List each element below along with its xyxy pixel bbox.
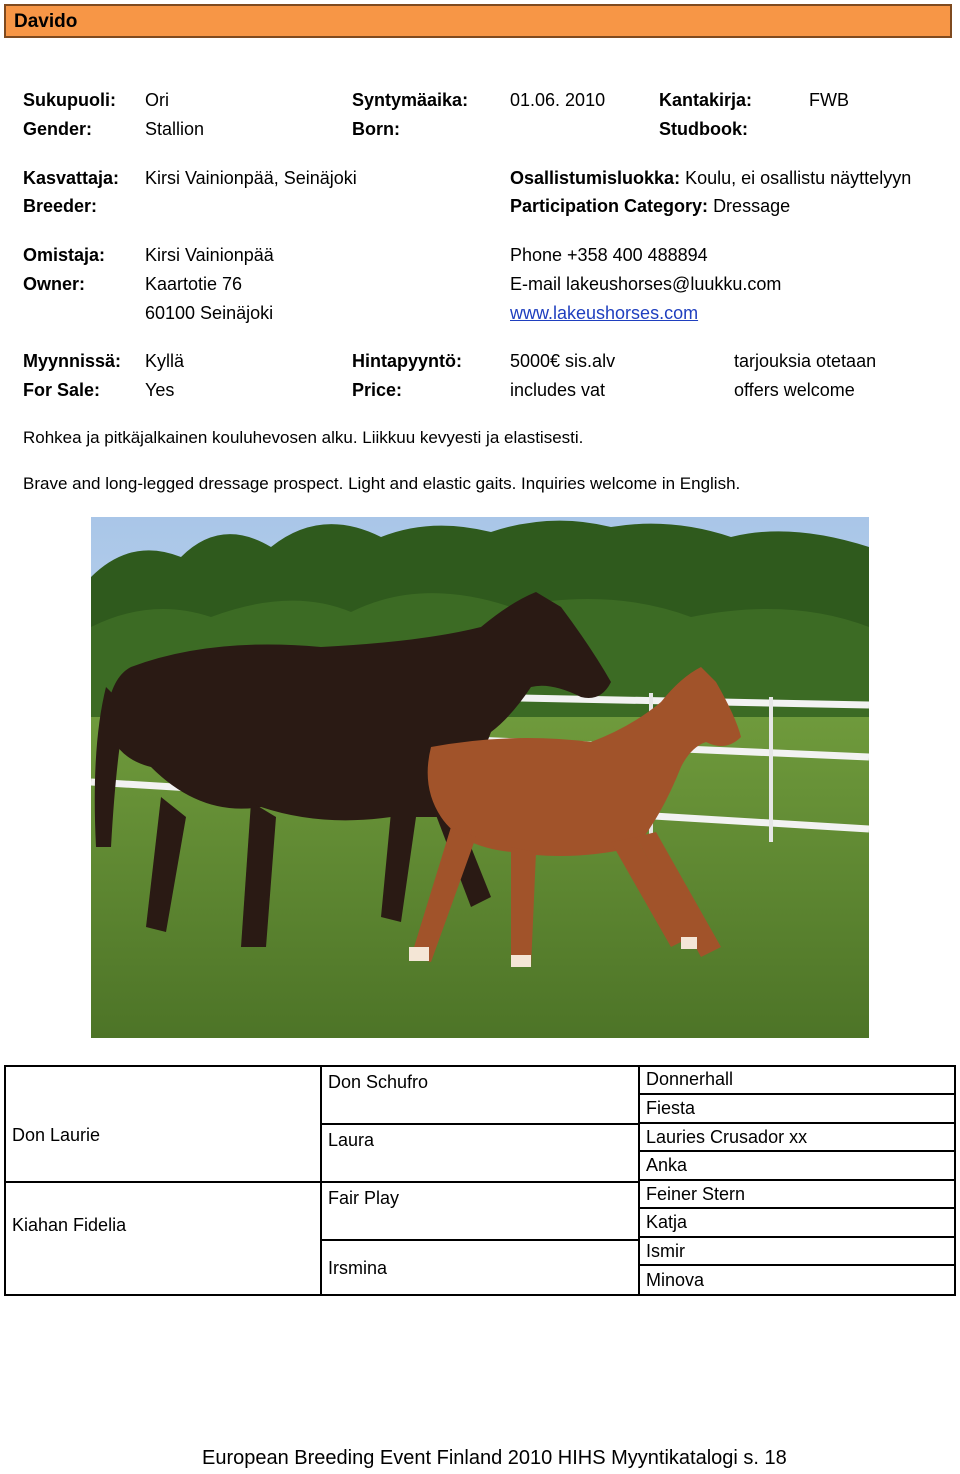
sex-label-en: Gender: [23,119,93,139]
pedigree-gen3-cell [638,1093,956,1124]
sex-label-fi: Sukupuoli: [23,90,116,110]
pedigree-gen3-name: Donnerhall [646,1069,734,1089]
horse-photo [91,517,869,1038]
pedigree-gen3-cell [638,1065,956,1095]
born-label-en: Born: [352,119,400,139]
category-value-fi: Koulu, ei osallistu näyttelyyn [685,168,912,188]
category-label-fi: Osallistumisluokka: [510,168,681,188]
studbook-value: FWB [809,90,849,110]
pedigree-gen3-name: Lauries Crusador xx [646,1127,808,1147]
pedigree-gen3-cell [638,1264,956,1296]
pedigree-gen3-cell [638,1122,956,1152]
pedigree-gen3-name: Fiesta [646,1098,696,1118]
owner-name: Kirsi Vainionpää [145,245,274,265]
pedigree-gen3-cell [638,1236,956,1266]
pedigree-gen2-name: Don Schufro [328,1072,429,1092]
price-value: 5000€ sis.alv [510,351,616,371]
pedigree-gen2-cell [320,1123,640,1183]
category-en [510,196,790,217]
owner-label-en: Owner: [23,274,86,294]
pedigree-gen3-name: Feiner Stern [646,1184,746,1204]
breeder-value: Kirsi Vainionpää, Seinäjoki [145,168,357,188]
born-label-fi: Syntymäaika: [352,90,469,110]
pedigree-dam-cell [4,1181,322,1296]
horse-photo-illustration [91,517,869,1038]
price-value-en: includes vat [510,380,606,400]
sex-value-fi: Ori [145,90,169,110]
owner-phone: Phone +358 400 488894 [510,245,708,265]
breeder-label-en: Breeder: [23,196,98,216]
price-label-en: Price: [352,380,403,400]
sale-label-fi: Myynnissä: [23,351,122,371]
category-label-en: Participation Category: [510,196,709,216]
price-label-fi: Hintapyyntö: [352,351,462,371]
sale-value-en: Yes [145,380,175,400]
sex-value-en: Stallion [145,119,205,139]
pedigree-gen3-name: Ismir [646,1241,685,1261]
pedigree-gen3-cell [638,1150,956,1181]
description-fi: Rohkea ja pitkäjalkainen kouluhevosen alku. Liikkuu kevyesti ja elastisesti. [23,428,584,447]
title-bar [4,4,952,38]
category-value-en: Dressage [713,196,791,216]
studbook-label-fi: Kantakirja: [659,90,753,110]
offers-en: offers welcome [734,380,855,400]
pedigree-sire: Don Laurie [12,1125,101,1145]
studbook-label-en: Studbook: [659,119,748,139]
pedigree-gen2-name: Irsmina [328,1258,388,1278]
category-fi [510,168,911,189]
description-en: Brave and long-legged dressage prospect. Light and elastic gaits. Inquiries welcome in English. [23,474,741,493]
footer-text: European Breeding Event Finland 2010 HIHS Myyntikatalogi s. 18 [202,1447,787,1469]
offers-fi: tarjouksia otetaan [734,351,877,371]
breeder-label-fi: Kasvattaja: [23,168,120,188]
pedigree-gen2-name: Fair Play [328,1188,400,1208]
owner-city: 60100 Seinäjoki [145,303,274,323]
pedigree-dam: Kiahan Fidelia [12,1215,127,1235]
pedigree-gen2-name: Laura [328,1130,375,1150]
pedigree-gen3-cell [638,1207,956,1238]
website-link[interactable]: www.lakeushorses.com [510,303,699,323]
horse-name: Davido [14,11,78,32]
pedigree-gen3-name: Katja [646,1212,688,1232]
born-value: 01.06. 2010 [510,90,606,110]
owner-label-fi: Omistaja: [23,245,106,265]
sale-label-en: For Sale: [23,380,101,400]
pedigree-sire-cell [4,1065,322,1183]
pedigree-gen3-name: Anka [646,1155,688,1175]
owner-street: Kaartotie 76 [145,274,243,294]
owner-email: E-mail lakeushorses@luukku.com [510,274,782,294]
pedigree-gen3-name: Minova [646,1270,705,1290]
pedigree-gen2-cell [320,1181,640,1241]
pedigree-gen2-cell [320,1239,640,1296]
sale-value-fi: Kyllä [145,351,185,371]
pedigree-gen3-cell [638,1179,956,1209]
pedigree-gen2-cell [320,1065,640,1125]
